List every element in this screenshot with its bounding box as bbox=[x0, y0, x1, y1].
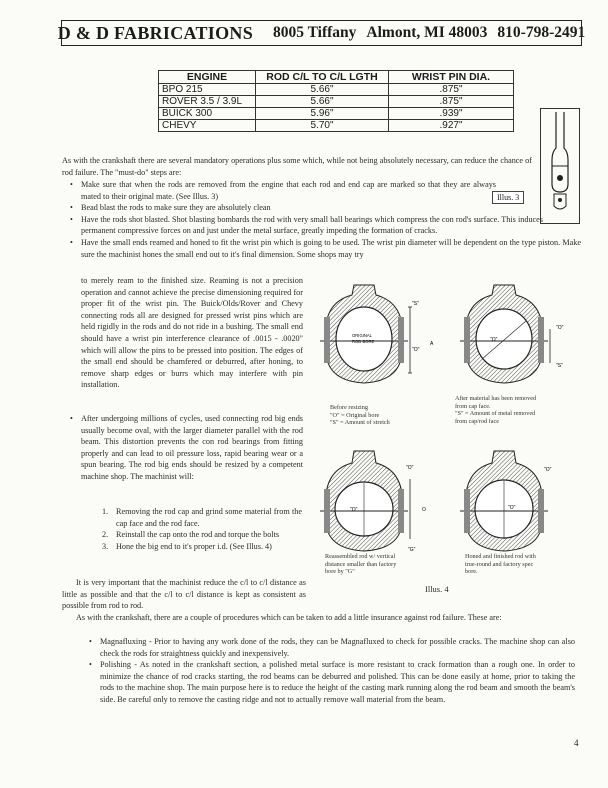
letterhead bbox=[57, 20, 586, 46]
step-number: 2. bbox=[102, 530, 109, 540]
mark-o: "O" bbox=[406, 465, 414, 471]
rod-honed-finished bbox=[460, 451, 548, 551]
important-paragraph bbox=[62, 577, 306, 612]
ream-hone-continued: to merely ream to the finished size. Reaming is not a precision operation and cannot achieve the precise dimensioning required for proper fit of the wrist pin. The Buick/Olds/Rover and Chevy connecting rods all are designed for pressed wrist pins which are held rigidly in the rods and do not ride in a bushing. The small end should have a wrist pin interference clearance of .0015 - .0020" which will allow the pins to be pressed into position. The edges of the small end should be chamfered or deburred, after honing, to remove sharp edges or burrs which may interfere with pin installation. bbox=[81, 276, 303, 390]
bullet-magnafluxing: • Magnafluxing - Prior to having any work done of the rods, they can be Magnafluxed to check for possible cracks. The machine shop can also check the rods for straightness quickly and inexpensively. bbox=[89, 636, 575, 659]
caption-reassembled: Reassembled rod w/ vertical distance smaller than factory bore by "G" bbox=[325, 553, 397, 576]
table-row bbox=[159, 120, 514, 132]
intro-paragraph bbox=[62, 155, 532, 178]
table-cell: CHEVY bbox=[159, 120, 256, 132]
table-cell: ROVER 3.5 / 3.9L bbox=[159, 96, 256, 108]
insurance-text: As with the crankshaft, there are a couple of procedures which can be taken to add a little insurance against rod failure. These are: bbox=[76, 613, 502, 622]
step-item bbox=[102, 529, 302, 541]
insurance-paragraph bbox=[62, 612, 574, 624]
table-cell: BUICK 300 bbox=[159, 108, 256, 120]
illus4-label: Illus. 4 bbox=[425, 584, 449, 594]
step-text: Reinstall the cap onto the rod and torque the bolts bbox=[116, 530, 280, 540]
rod-spec-table bbox=[158, 70, 514, 132]
center-mark-o: "O" bbox=[508, 505, 516, 511]
company-phone: 810-798-2491 bbox=[497, 24, 586, 41]
company-street: 8005 Tiffany bbox=[273, 24, 357, 41]
table-header: WRIST PIN DIA. bbox=[389, 71, 514, 84]
must-do-list bbox=[70, 179, 581, 260]
step-number: 1. bbox=[102, 507, 109, 516]
intro-text: As with the crankshaft there are several mandatory operations plus some which, while not being absolutely necessary, can reduce the chance of rod failure. The "must-do" steps are: bbox=[62, 156, 532, 177]
step-text: Hone the big end to it's proper i.d. (See Illus. 4) bbox=[116, 541, 272, 551]
illus4-diagram bbox=[312, 283, 576, 583]
caption-honed: Honed and finished rod with true-round and factory spec bore. bbox=[465, 553, 536, 576]
rod-reassembled bbox=[320, 451, 410, 551]
center-text-bore: ROD BORE bbox=[352, 339, 375, 344]
mark-s: "S" bbox=[556, 363, 563, 369]
mark-g: "G" bbox=[408, 547, 416, 553]
bullet-mark-rods: • Make sure that when the rods are removed from the engine that each rod and end cap are marked so that they are always mated to their original mate. (See Illus. 3) bbox=[70, 179, 496, 202]
table-cell: .927" bbox=[389, 120, 514, 132]
mark-o: "O" bbox=[556, 325, 564, 331]
table-cell: .875" bbox=[389, 96, 514, 108]
machinist-steps bbox=[102, 506, 302, 552]
table-cell: 5.70" bbox=[256, 120, 389, 132]
caption-before-resizing: Before resizing "O" = Original bore "S" = Amount of stretch bbox=[330, 404, 390, 427]
caption-after-cap-face: After material has been removed from cap face. "S" = Amount of metal removed from cap/rod face bbox=[455, 395, 537, 425]
step-item bbox=[102, 506, 302, 529]
table-cell: 5.66" bbox=[256, 96, 389, 108]
step-item bbox=[102, 541, 302, 553]
table-cell: .875" bbox=[389, 84, 514, 96]
table-row bbox=[159, 96, 514, 108]
center-mark-o: "O" bbox=[350, 507, 358, 513]
center-text-original: ORIGINAL bbox=[352, 333, 373, 338]
table-row bbox=[159, 84, 514, 96]
table-cell: 5.96" bbox=[256, 108, 389, 120]
bullet-resize-big-end: • After undergoing millions of cycles, used connecting rod big ends usually become oval, with the larger diameter parallel with the rod beam. This distortion prevents the con rod bearings from fitting properly and can lead to oil pressure loss, rapid bearing wear or a spun bearing. The rod big ends should be resized by a competent machine shop. The machinist will: bbox=[70, 413, 303, 483]
rod-after-cap-face-removed bbox=[460, 285, 550, 383]
mark-o: "O" bbox=[544, 467, 552, 473]
center-mark-o: "O" bbox=[490, 337, 498, 343]
table-cell: BPO 215 bbox=[159, 84, 256, 96]
table-header-row bbox=[159, 71, 514, 84]
left-column bbox=[81, 275, 303, 391]
company-name: D & D FABRICATIONS bbox=[57, 22, 254, 43]
mark-a: A bbox=[430, 341, 434, 347]
table-cell: .939" bbox=[389, 108, 514, 120]
mark-s: "S" bbox=[412, 301, 419, 307]
bullet-polishing: • Polishing - As noted in the crankshaft section, a polished metal surface is more resistant to crack formation than a rough one. In order to minimize the chance of rod cracks starting, the rod beams can be deburred and polished. This can be done easily at home, prior to taking the rods to the machine shop. The main purpose here is to reduce the height of the casting mark running along the rod beam and smooth the beam's side. Be careful only to remove the casting ridge and not to actually remove wall material from the beam. bbox=[89, 659, 575, 705]
table-header: ENGINE bbox=[159, 71, 256, 84]
table-row bbox=[159, 108, 514, 120]
resize-paragraph bbox=[70, 413, 303, 483]
important-text: It is very important that the machinist reduce the c/l to c/l distance as little as possible and that the c/l to c/l distance is kept as consistent as possible from rod to rod. bbox=[62, 578, 306, 611]
bullet-bead-blast: • Bead blast the rods to make sure they are absolutely clean bbox=[70, 202, 540, 214]
mark-o: "O" bbox=[412, 347, 420, 353]
bullet-ream-hone: • Have the small ends reamed and honed to fit the wrist pin which is going to be used. The wrist pin diameter will be dependent on the type piston. Make sure the machinist hones the small end out to it's final dimension. Some shops may try bbox=[70, 237, 581, 260]
step-number: 3. bbox=[102, 541, 109, 551]
table-header: ROD C/L TO C/L LGTH bbox=[256, 71, 389, 84]
mark-o-plain: O bbox=[422, 507, 426, 513]
illus3-label: Illus. 3 bbox=[492, 191, 524, 204]
bullet-shot-blast: • Have the rods shot blasted. Shot blasting bombards the rod with very small ball bearings which compress the con rod's surface. This induces permanent compressive forces on and just under the metal surface, greatly impeding the formation of cracks. bbox=[70, 214, 543, 237]
illus3-rod-drawing bbox=[540, 108, 580, 224]
step-text: Removing the rod cap and grind some material from the cap face and the rod face. bbox=[116, 507, 302, 528]
insurance-list bbox=[89, 636, 575, 706]
page-number: 4 bbox=[574, 738, 579, 748]
table-cell: 5.66" bbox=[256, 84, 389, 96]
company-city: Almont, MI 48003 bbox=[366, 24, 488, 41]
